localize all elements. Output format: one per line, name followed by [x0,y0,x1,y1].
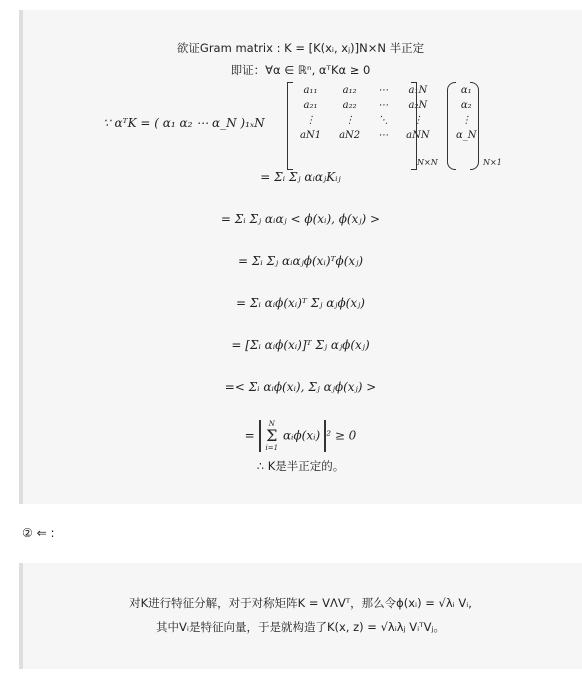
vector-entry: α₁ [460,85,472,96]
matrix-entry: aNN [406,130,430,141]
kernel-construction-line: 其中Vᵢ是特征向量，于是就构造了K(x, z) = √λᵢλⱼ VᵢᵀVⱼ。 [156,620,445,634]
vector-dimension: N×1 [483,158,502,167]
vector-entry: α_N [456,130,477,141]
matrix-entry: ⋮ [305,115,316,126]
proof-block [19,10,582,504]
part-two-label: ② ⇐ : [22,526,55,540]
matrix-entry: a₁₁ [303,85,318,96]
equation-step-3: = Σᵢ Σⱼ αᵢαⱼϕ(xᵢ)ᵀϕ(xⱼ) [237,254,364,268]
proof-block-2 [19,563,582,669]
matrix-entry: a₂N [408,100,428,111]
matrix-expansion [23,82,578,172]
proof-restated-goal: 即证：∀α ∈ ℝⁿ, αᵀKα ≥ 0 [230,63,371,77]
matrix-entry: ⋯ [378,100,389,111]
matrix-entry: a₂₁ [303,100,318,111]
matrix-entry: a₂₂ [342,100,357,111]
norm-expression: N Σ i=1 αᵢϕ(xᵢ) [259,420,327,452]
gram-matrix [287,82,430,170]
matrix-entry: ⋮ [412,115,423,126]
proof-goal: 欲证Gram matrix : K = [K(xᵢ, xⱼ)]N×N 半正定 [176,41,425,55]
matrix-entry: a₁₂ [342,85,357,96]
equation-step-1: = Σᵢ Σⱼ αᵢαⱼKᵢⱼ [260,170,341,184]
matrix-entry: aN2 [339,130,361,141]
matrix-entry: ⋯ [378,85,389,96]
matrix-entry: ⋱ [378,115,389,126]
row-vector: ∵ αᵀK = ( α₁ α₂ ⋯ α_N )₁ₓN [103,116,265,130]
sum-symbol: N Σ i=1 [265,420,279,452]
vector-entry: ⋮ [461,115,472,126]
equation-step-6: =< Σᵢ αᵢϕ(xᵢ), Σⱼ αⱼϕ(xⱼ) > [224,380,377,394]
matrix-dimension: N×N [417,158,438,167]
eigen-decomposition-line: 对K进行特征分解，对于对称矩阵K = VΛVᵀ，那么令ϕ(xᵢ) = √λᵢ Vᵢ, [129,596,472,610]
matrix-entry: ⋮ [344,115,355,126]
matrix-entry: aN1 [300,130,322,141]
equation-step-4: = Σᵢ αᵢϕ(xᵢ)ᵀ Σⱼ αⱼϕ(xⱼ) [236,296,365,310]
equation-step-7: = N Σ i=1 αᵢϕ(xᵢ) ² ≥ 0 [244,420,357,452]
equation-step-5: = [Σᵢ αᵢϕ(xᵢ)]ᵀ Σⱼ αⱼϕ(xⱼ) [231,338,370,352]
conclusion: ∴ K是半正定的。 [256,459,345,473]
alpha-vector [447,82,479,170]
matrix-entry: a₁N [408,85,428,96]
vector-entry: α₂ [460,100,472,111]
equation-step-2: = Σᵢ Σⱼ αᵢαⱼ < ϕ(xᵢ), ϕ(xⱼ) > [220,212,381,226]
matrix-entry: ⋯ [378,130,389,141]
